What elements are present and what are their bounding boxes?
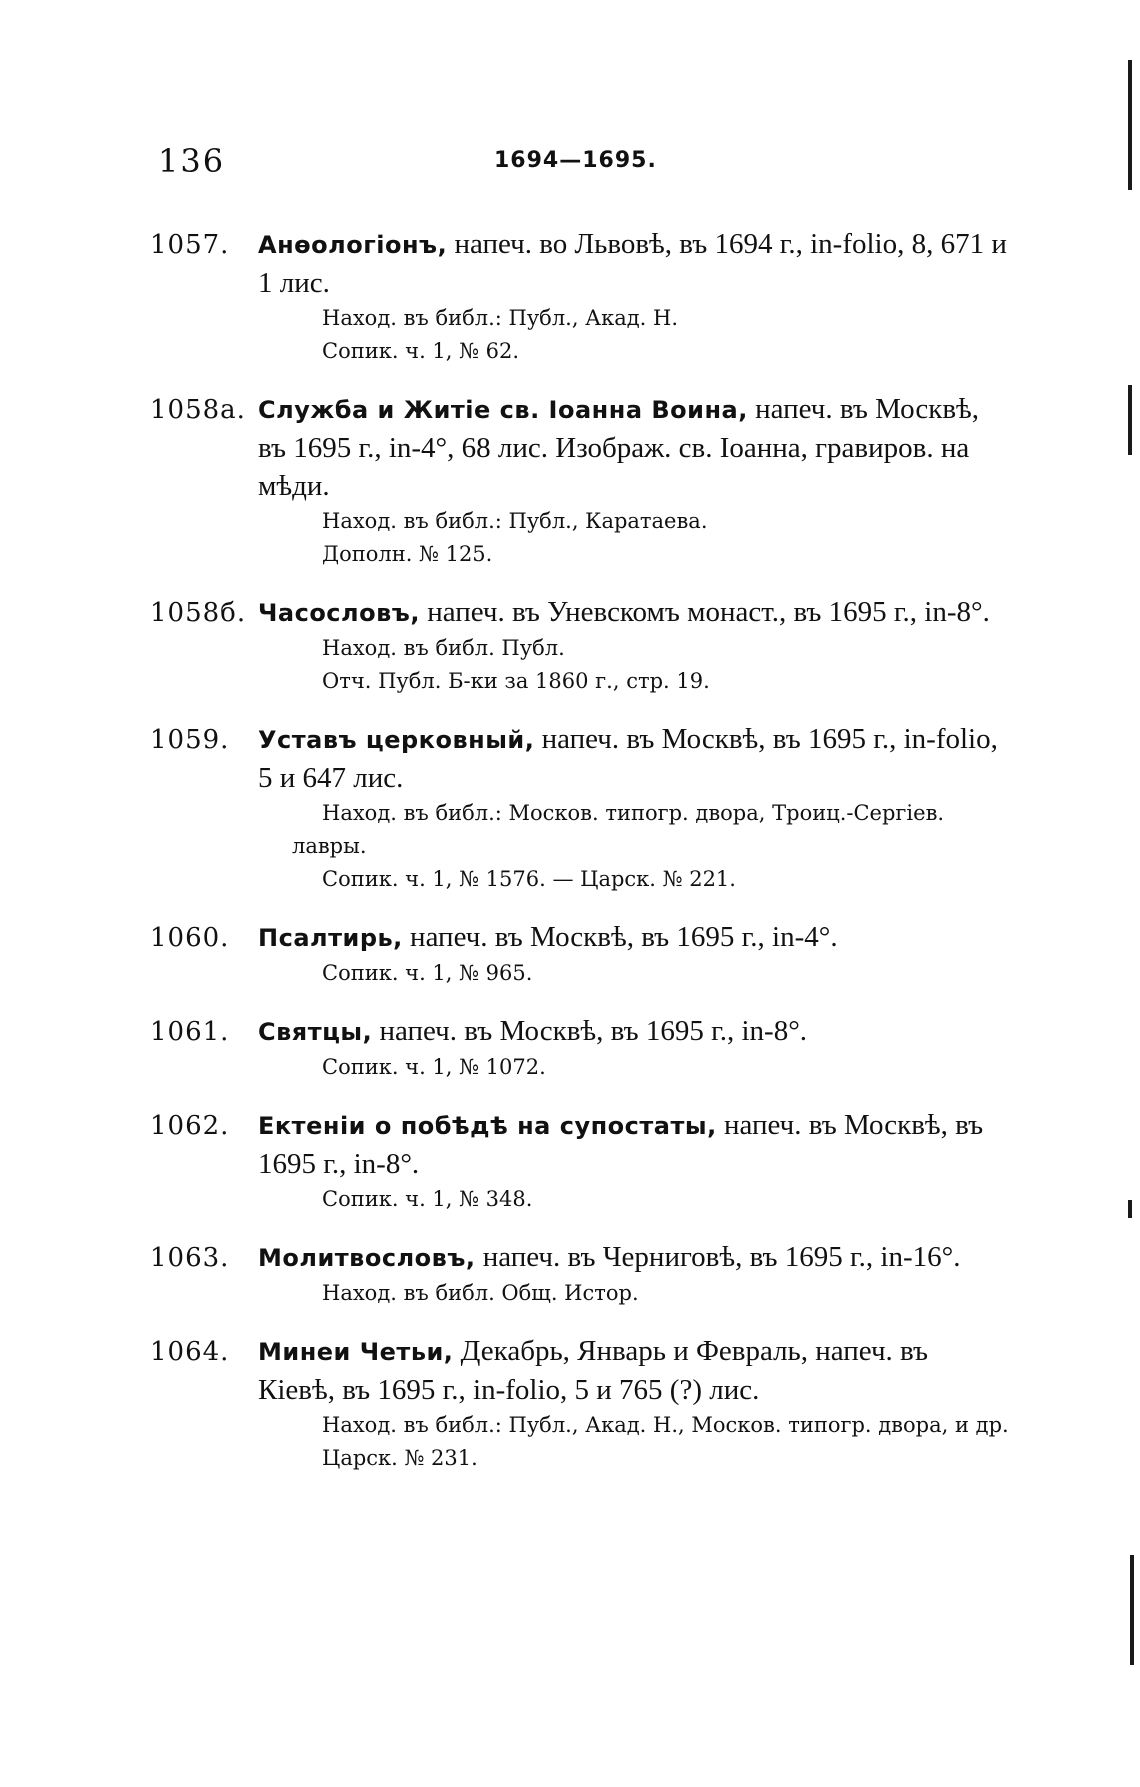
entry-note: Наход. въ библ.: Публ., Акад. Н. [322,306,679,330]
entry-title: Анѳологіонъ, [258,231,448,259]
entry-note: Сопик. ч. 1, № 348. [322,1187,533,1211]
entry-note: Наход. въ библ.: Публ., Акад. Н., Москов. типогр. двора, и др. [322,1413,1009,1437]
entry-title: Святцы, [258,1018,373,1046]
entry-number: 1063. [150,1243,230,1273]
entry-title: Псалтирь, [258,924,403,952]
entry-title: Часословъ, [258,599,420,627]
list-item [150,390,1010,571]
entry-note: Отч. Публ. Б-ки за 1860 г., стр. 19. [322,669,710,693]
page-number: 136 [158,142,226,180]
scan-edge-mark [1128,1200,1132,1218]
entry-number: 1058б. [150,598,247,628]
entry-note: Сопик. ч. 1, № 62. [322,339,520,363]
list-item [150,593,1010,698]
entry-title: Служба и Житіе св. Іоанна Воина, [258,396,748,424]
list-item [150,225,1010,368]
list-item [150,918,1010,990]
entry-text: напеч. въ Москвѣ, въ 1695 г., in-8°. [258,1109,984,1180]
list-item [150,1332,1010,1475]
entry-number: 1062. [150,1111,230,1141]
entry-text: напеч. въ Уневскомъ монаст., въ 1695 г., in-8°. [419,596,990,628]
entry-note: Сопик. ч. 1, № 1576. — Царск. № 221. [322,867,736,891]
entry-title: Ектеніи о побѣдѣ на супостаты, [258,1112,717,1140]
entry-note: Наход. въ библ. Общ. Истор. [322,1281,639,1305]
entry-note: Дополн. № 125. [322,542,493,566]
entry-number: 1057. [150,230,230,260]
entry-text: Декабрь, Январь и Февраль, напеч. въ Кіевѣ, въ 1695 г., in-folio, 5 и 765 (?) лис. [258,1335,928,1406]
entry-title: Минеи Четьи, [258,1338,454,1366]
entry-number: 1058а. [150,395,246,425]
entry-text: напеч. въ Москвѣ, въ 1695 г., in-folio, 5 и 647 лис. [258,723,998,794]
scan-edge-mark [1128,60,1132,190]
entry-list [150,225,1010,1497]
entry-text: напеч. въ Черниговѣ, въ 1695 г., in-16°. [475,1241,961,1273]
list-item [150,1106,1010,1216]
entry-note: Сопик. ч. 1, № 965. [322,961,533,985]
entry-number: 1061. [150,1017,230,1047]
entry-note: Сопик. ч. 1, № 1072. [322,1055,546,1079]
scan-edge-mark [1130,1555,1134,1665]
list-item [150,720,1010,896]
entry-number: 1060. [150,923,230,953]
entry-note: Царск. № 231. [322,1446,478,1470]
entry-text: напеч. въ Москвѣ, въ 1695 г., in-8°. [372,1015,808,1047]
entry-note: Наход. въ библ.: Публ., Каратаева. [322,509,708,533]
list-item [150,1012,1010,1084]
entry-text: напеч. во Львовѣ, въ 1694 г., in-folio, 8, 671 и 1 лис. [258,228,1007,299]
entry-text: напеч. въ Москвѣ, въ 1695 г., in-4°. [402,921,838,953]
entry-title: Молитвословъ, [258,1244,476,1272]
entry-note: Наход. въ библ. Публ. [322,636,565,660]
entry-title: Уставъ церковный, [258,726,535,754]
list-item [150,1238,1010,1310]
page-header [158,142,998,192]
entry-text: напеч. въ Москвѣ, въ 1695 г., in-4°, 68 лис. Изображ. св. Іоанна, гравиров. на мѣди. [258,393,980,502]
entry-number: 1059. [150,725,230,755]
running-head: 1694—1695. [494,148,657,173]
scan-edge-mark [1128,385,1132,455]
entry-number: 1064. [150,1337,230,1367]
entry-note: Наход. въ библ.: Москов. типогр. двора, Троиц.-Сергіев. лавры. [292,801,945,858]
